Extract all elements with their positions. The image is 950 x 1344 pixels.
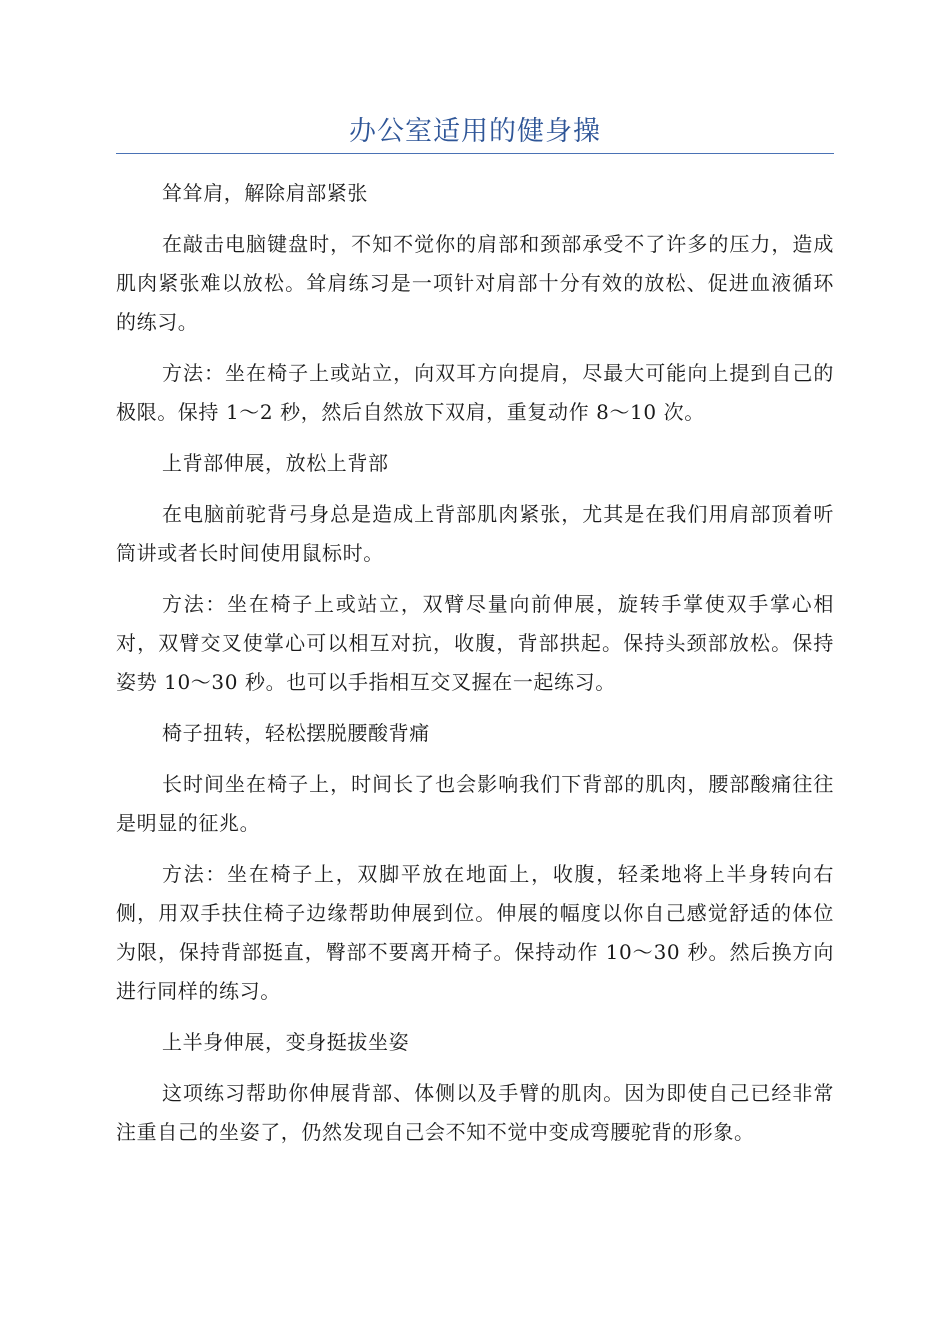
paragraph: 长时间坐在椅子上，时间长了也会影响我们下背部的肌肉，腰部酸痛往往是明显的征兆。	[116, 772, 834, 835]
section-heading-chair-twist: 椅子扭转，轻松摆脱腰酸背痛	[162, 721, 430, 745]
method-paragraph: 方法：坐在椅子上，双脚平放在地面上，收腹，轻柔地将上半身转向右侧，用双手扶住椅子边缘帮助伸展到位。伸展的幅度以你自己感觉舒适的体位为限，保持背部挺直，臀部不要离开椅子。保持动作 10～30 秒。然后换方向进行同样的练习。	[116, 862, 834, 1003]
paragraph: 这项练习帮助你伸展背部、体侧以及手臂的肌肉。因为即使自己已经非常注重自己的坐姿了，仍然发现自己会不知不觉中变成弯腰驼背的形象。	[116, 1081, 834, 1144]
method-paragraph: 方法：坐在椅子上或站立，双臂尽量向前伸展，旋转手掌使双手掌心相对，双臂交叉使掌心可以相互对抗，收腹，背部拱起。保持头颈部放松。保持姿势 10～30 秒。也可以手指相互交叉握在一起练习。	[116, 592, 834, 694]
method-paragraph: 方法：坐在椅子上或站立，向双耳方向提肩，尽最大可能向上提到自己的极限。保持 1～2 秒，然后自然放下双肩，重复动作 8～10 次。	[116, 361, 834, 424]
document-title: 办公室适用的健身操	[349, 116, 601, 147]
title-underline	[116, 153, 834, 154]
section-heading-upper-body: 上半身伸展，变身挺拔坐姿	[162, 1030, 410, 1054]
section-heading-shrug: 耸耸肩，解除肩部紧张	[162, 181, 368, 205]
document-body	[116, 174, 834, 1164]
section-heading-upper-back: 上背部伸展，放松上背部	[162, 451, 389, 475]
paragraph: 在敲击电脑键盘时，不知不觉你的肩部和颈部承受不了许多的压力，造成肌肉紧张难以放松。耸肩练习是一项针对肩部十分有效的放松、促进血液循环的练习。	[116, 232, 834, 334]
paragraph: 在电脑前驼背弓身总是造成上背部肌肉紧张，尤其是在我们用肩部顶着听筒讲或者长时间使用鼠标时。	[116, 502, 834, 565]
